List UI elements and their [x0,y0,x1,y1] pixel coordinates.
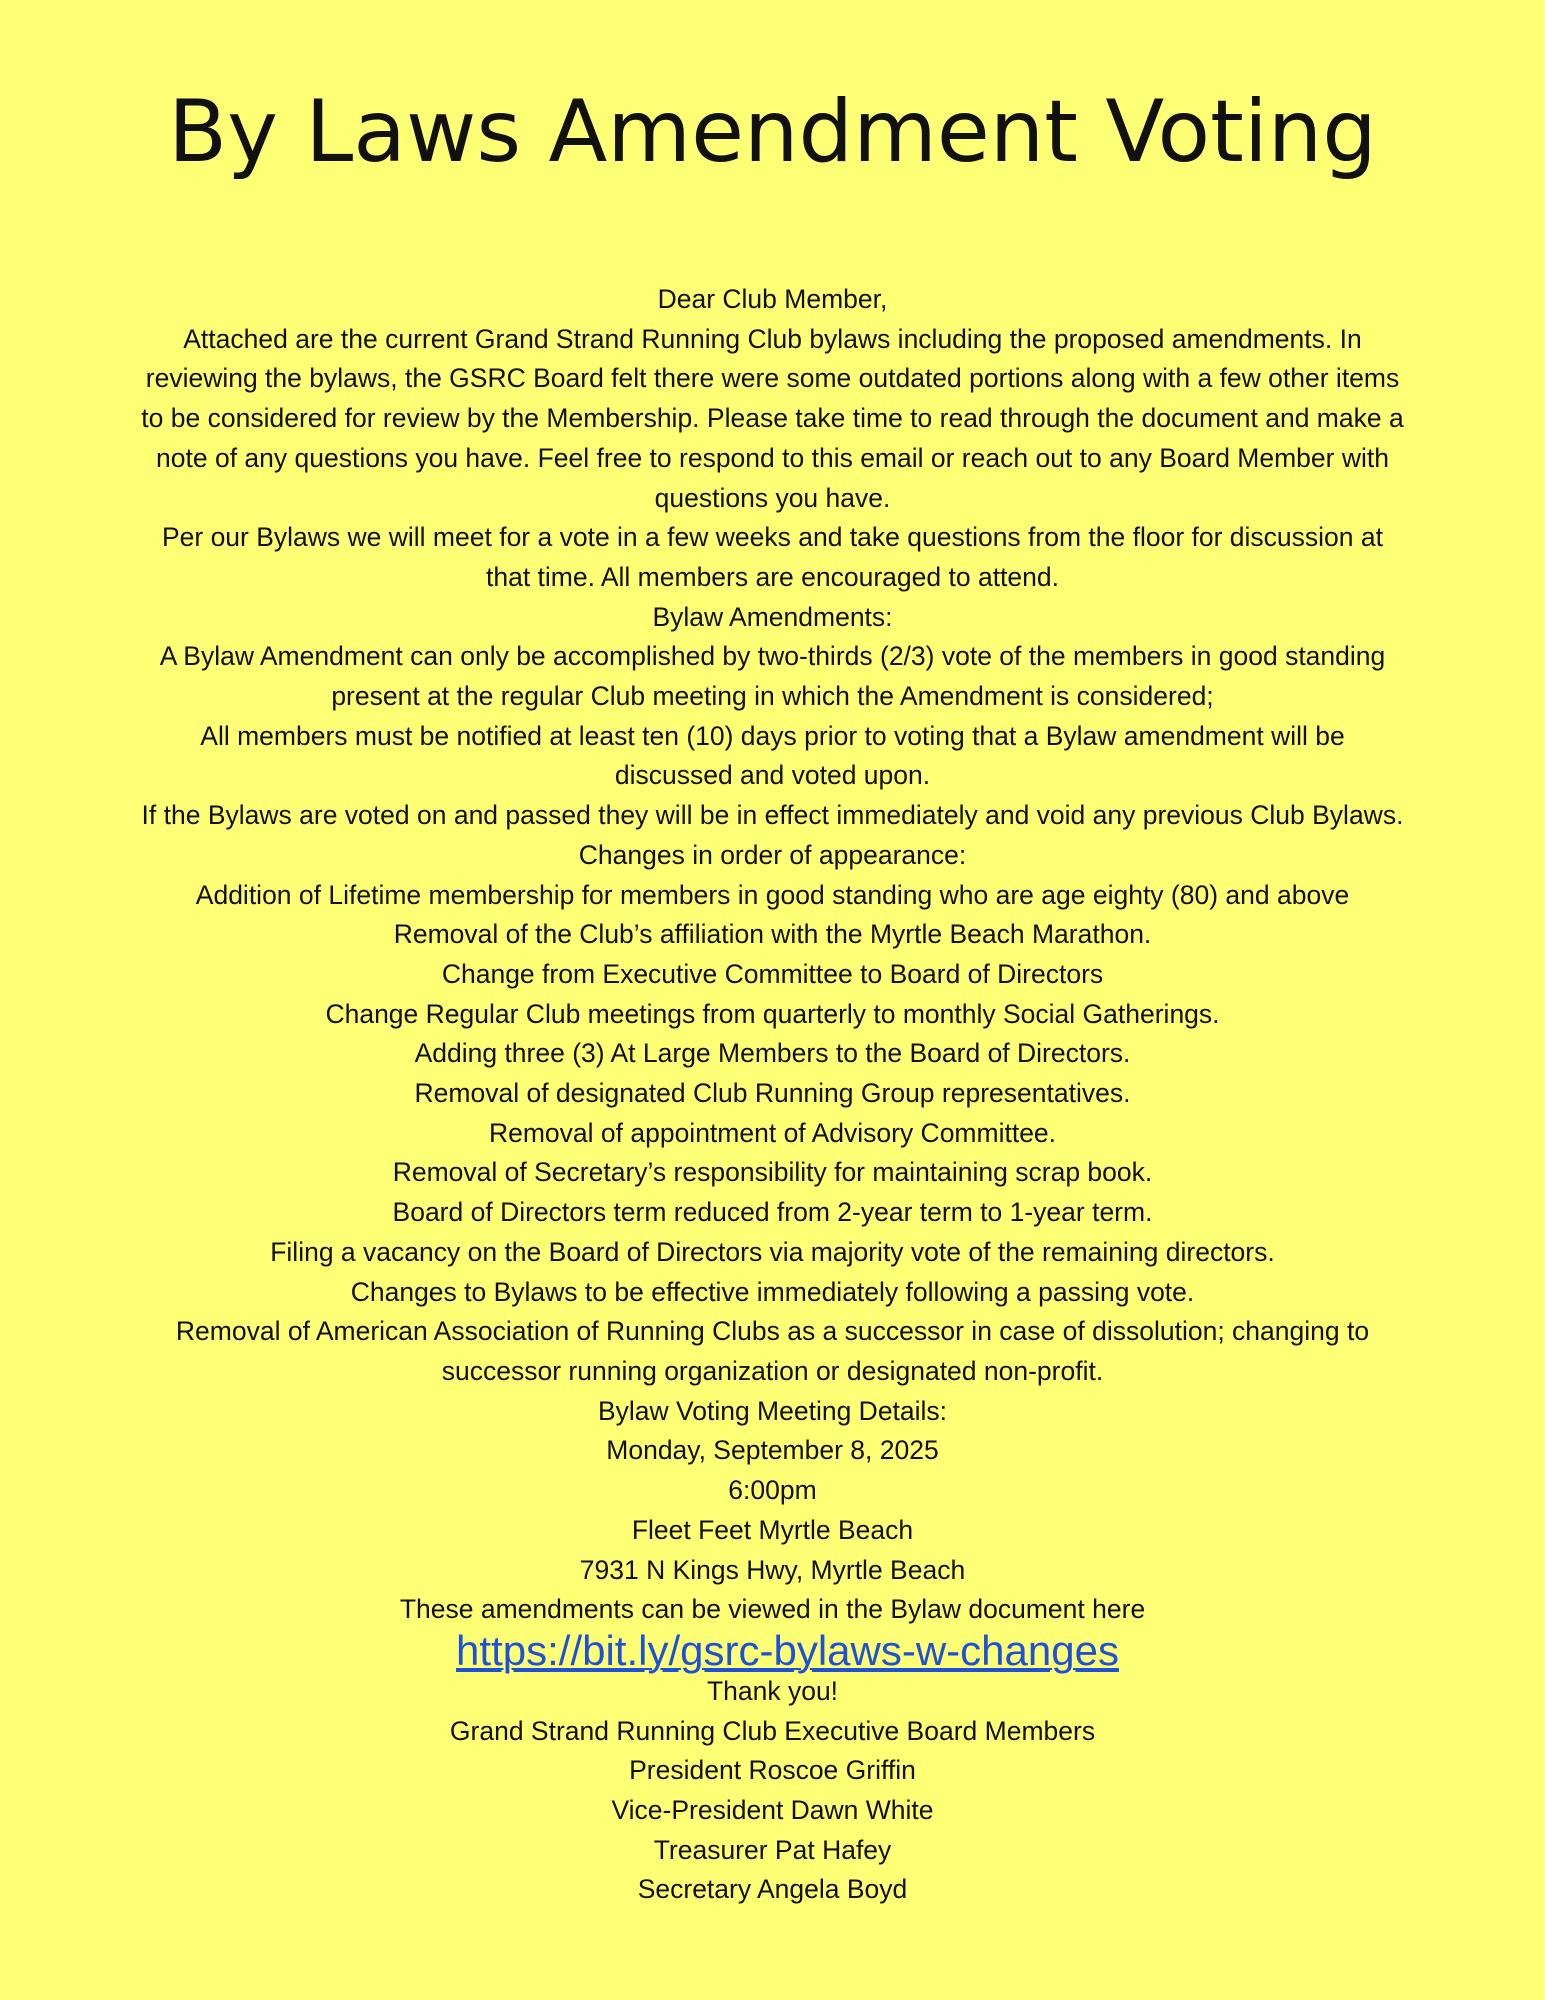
change-item: Filing a vacancy on the Board of Directors via majority vote of the remaining directors. [270,1236,1275,1267]
bylaws-link-line [140,1626,1405,1674]
signoff: Grand Strand Running Club Executive Board Members [449,1715,1096,1746]
change-item: Adding three (3) At Large Members to the Board of Directors. [414,1038,1131,1069]
board-member: Secretary Angela Boyd [637,1874,908,1905]
change-item: Board of Directors term reduced from 2-year term to 1-year term. [392,1197,1153,1228]
document-note: These amendments can be viewed in the Bylaw document here [399,1594,1146,1625]
thanks: Thank you! [706,1675,839,1706]
board-member: Vice-President Dawn White [611,1795,934,1826]
amendments-heading: Bylaw Amendments: [652,601,893,632]
change-item: Removal of American Association of Running Clubs as a successor in case of dissolution; changing to successor running organization or designated non-profit. [175,1316,1370,1386]
meeting-address: 7931 N Kings Hwy, Myrtle Beach [579,1554,966,1585]
page-title: By Laws Amendment Voting [168,82,1377,182]
meeting-note: Per our Bylaws we will meet for a vote in a few weeks and take questions from the floor for discussion at that time. All members are encouraged to attend. [161,522,1384,592]
letter-body [140,280,1405,1910]
change-item: Removal of the Club’s affiliation with the Myrtle Beach Marathon. [393,919,1152,950]
changes-heading: Changes in order of appearance: [578,839,967,870]
change-item: Change from Executive Committee to Board of Directors [441,958,1104,989]
change-item: Addition of Lifetime membership for members in good standing who are age eighty (80) and above [195,879,1350,910]
amendment-rule: A Bylaw Amendment can only be accomplished by two-thirds (2/3) vote of the members in good standing present at the regular Club meeting in which the Amendment is considered; [159,641,1386,712]
meeting-venue: Fleet Feet Myrtle Beach [631,1514,914,1545]
meeting-date: Monday, September 8, 2025 [606,1435,939,1466]
change-item: Removal of designated Club Running Group representatives. [414,1078,1131,1109]
change-item: Changes to Bylaws to be effective immediately following a passing vote. [350,1276,1195,1307]
bylaws-link[interactable]: https://bit.ly/gsrc-bylaws-w-changes [456,1626,1119,1674]
change-item: Removal of appointment of Advisory Committee. [488,1117,1057,1148]
greeting: Dear Club Member, [657,284,888,314]
meeting-time: 6:00pm [728,1475,817,1506]
board-member: President Roscoe Griffin [629,1755,916,1786]
board-member: Treasurer Pat Hafey [653,1834,892,1865]
change-item: Change Regular Club meetings from quarterly to monthly Social Gatherings. [325,998,1220,1029]
meeting-heading: Bylaw Voting Meeting Details: [597,1395,948,1426]
intro-paragraph: Attached are the current Grand Strand Running Club bylaws including the proposed amendments. In reviewing the bylaws, the GSRC Board felt there were some outdated portions along with a few other items to be considered for review by the Membership. Please take time to read through the document and make a note of any questions you have. Feel free to respond to this email or reach out to any Board Member with questions you have. [141,323,1404,513]
amendment-rule: If the Bylaws are voted on and passed they will be in effect immediately and void any previous Club Bylaws. [141,800,1404,831]
change-item: Removal of Secretary’s responsibility for maintaining scrap book. [392,1157,1153,1188]
amendment-rule: All members must be notified at least ten (10) days prior to voting that a Bylaw amendment will be discussed and voted upon. [200,720,1345,791]
